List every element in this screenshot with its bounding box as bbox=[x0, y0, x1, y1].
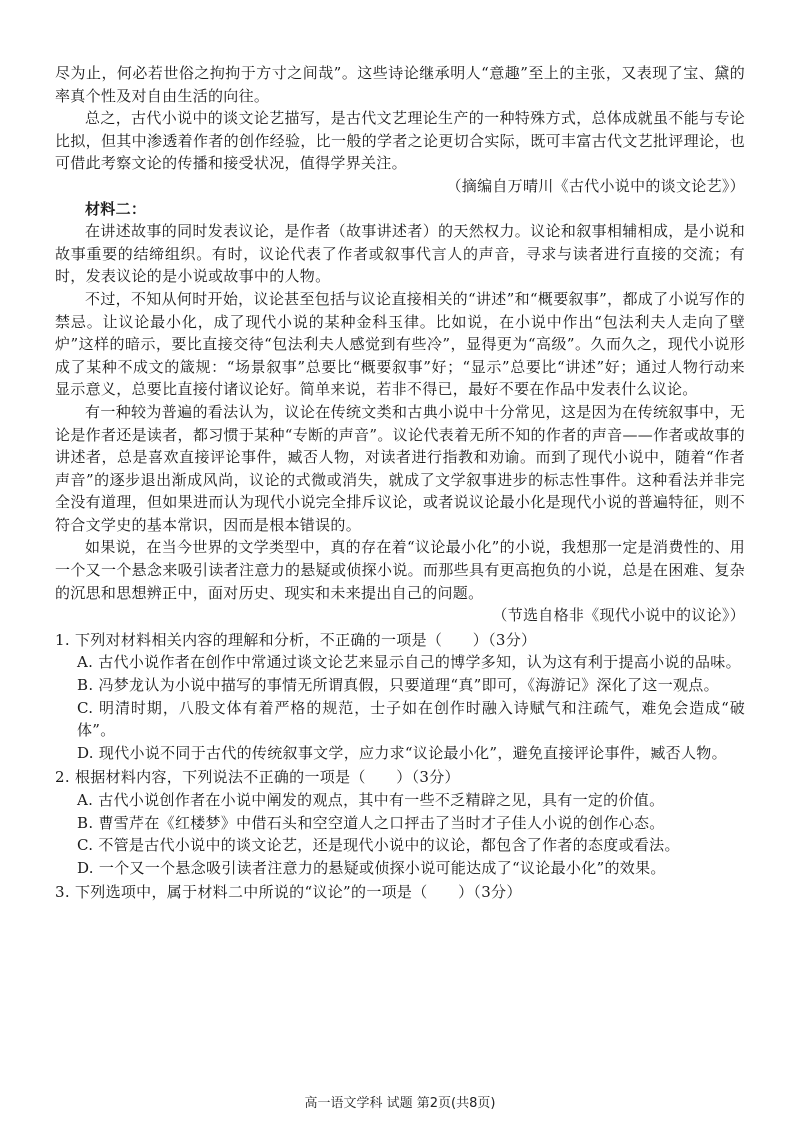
question-stem: 2. 根据材料内容，下列说法不正确的一项是（ ）（3分） bbox=[55, 768, 460, 787]
passage2-heading: 材料二： bbox=[85, 199, 147, 218]
question-stem: 1. 下列对材料相关内容的理解和分析，不正确的一项是（ ）（3分） bbox=[55, 630, 537, 649]
question-option: C. 明清时期，八股文体有着严格的规范，士子如在创作时融入诗赋气和注疏气，难免会造成“破体”。 bbox=[77, 698, 745, 740]
question-3 bbox=[55, 881, 745, 904]
passage2-paragraph: 不过，不知从何时开始，议论甚至包括与议论直接相关的“讲述”和“概要叙事”，都成了小说写作的禁忌。让议论最小化，成了现代小说的某种金科玉律。比如说，在小说中作出“包法利夫人走向了壁炉”这样的暗示，要比直接交待“包法利夫人感觉到有些冷”，显得更为“高级”。久而久之，现代小说形成了某种不成文的箴规：“场景叙事”总要比“概要叙事”好；“显示”总要比“讲述”好；通过人物行动来显示意义，总要比直接付诸议论好。简单来说，若非不得已，最好不要在作品中发表什么议论。 bbox=[55, 289, 745, 399]
question-option: B. 曹雪芹在《红楼梦》中借石头和空空道人之口抨击了当时才子佳人小说的创作心态。 bbox=[77, 813, 665, 832]
question-option: D. 现代小说不同于古代的传统叙事文学，应力求“议论最小化”，避免直接评论事件，臧否人物。 bbox=[77, 743, 727, 762]
question-option: C. 不管是古代小说中的谈文论艺，还是现代小说中的议论，都包含了作者的态度或看法。 bbox=[77, 836, 680, 855]
passage2-paragraph: 有一种较为普遍的看法认为，议论在传统文类和古典小说中十分常见，这是因为在传统叙事中，无论是作者还是读者，都习惯于某种“专断的声音”。议论代表着无所不知的作者的声音——作者或故事的讲述者，总是喜欢直接评论事件，臧否人物，对读者进行指教和劝谕。而到了现代小说中，随着“作者声音”的逐步退出渐成风尚，议论的式微或消失，就成了文学叙事进步的标志性事件。这种看法并非完全没有道理，但如果进而认为现代小说完全排斥议论，或者说议论最小化是现代小说的普遍特征，则不符合文学史的基本常识，因而是根本错误的。 bbox=[55, 402, 745, 534]
question-1 bbox=[55, 629, 745, 765]
question-stem: 3. 下列选项中，属于材料二中所说的“议论”的一项是（ ）（3分） bbox=[55, 883, 522, 902]
passage1-summary: 总之，古代小说中的谈文论艺描写，是古代文艺理论生产的一种特殊方式，总体成就虽不能与专论比拟，但其中渗透着作者的创作经验，比一般的学者之论更切合实际，既可丰富古代文艺批评理论，也可借此考察文论的传播和接受状况，值得学界关注。 bbox=[55, 109, 745, 173]
question-2 bbox=[55, 766, 745, 879]
passage2-source: （节选自格非《现代小说中的议论》） bbox=[492, 606, 745, 625]
passage1-source: （摘编自万晴川《古代小说中的谈文论艺》） bbox=[446, 176, 745, 195]
question-option: A. 古代小说作者在创作中常通过谈文论艺来显示自己的博学多知，认为这有利于提高小说的品味。 bbox=[77, 653, 741, 672]
question-option: A. 古代小说创作者在小说中阐发的观点，其中有一些不乏精辟之见，具有一定的价值。 bbox=[77, 791, 665, 809]
passage1-continuation: 尽为止，何必若世俗之拘拘于方寸之间哉”。这些诗论继承明人“意趣”至上的主张，又表现了宝、黛的率真个性及对自由生活的向往。 bbox=[55, 64, 745, 105]
question-option: D. 一个又一个悬念吸引读者注意力的悬疑或侦探小说可能达成了“议论最小化”的效果。 bbox=[77, 858, 666, 877]
passage2-paragraph: 如果说，在当今世界的文学类型中，真的存在着“议论最小化”的小说，我想那一定是消费性的、用一个又一个悬念来吸引读者注意力的悬疑或侦探小说。而那些具有更高抱负的小说，总是在困难、复杂的沉思和思想辨正中，面对历史、现实和未来提出自己的问题。 bbox=[55, 538, 745, 602]
passage2-paragraph: 在讲述故事的同时发表议论，是作者（故事讲述者）的天然权力。议论和叙事相辅相成，是小说和故事重要的结缔组织。有时，议论代表了作者或叙事代言人的声音，寻求与读者进行直接的交流；有时，发表议论的是小说或故事中的人物。 bbox=[55, 222, 745, 286]
question-option: B. 冯梦龙认为小说中描写的事情无所谓真假，只要道理“真”即可，《海游记》深化了这一观点。 bbox=[77, 676, 719, 695]
page-footer: 高一语文学科 试题 第2页(共8页) bbox=[304, 1096, 496, 1111]
